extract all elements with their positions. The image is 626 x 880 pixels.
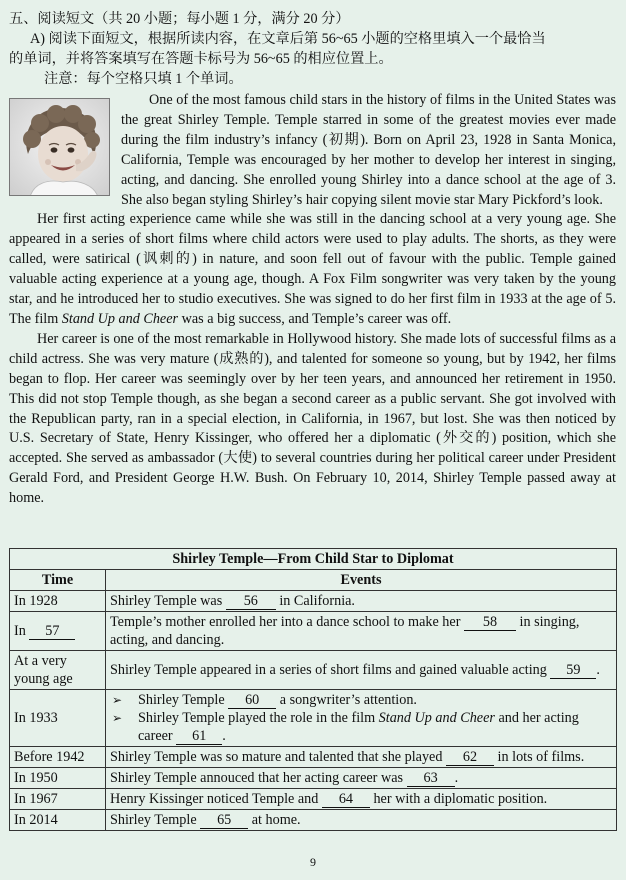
section-heading: 五、阅读短文（共 20 小题；每小题 1 分，满分 20 分） (9, 11, 350, 27)
event-cell: Shirley Temple annouced that her acting career was 63 . (106, 768, 617, 789)
film-title: Stand Up and Cheer (378, 710, 495, 726)
arrow-bullet-icon: ➢ (112, 711, 123, 725)
arrow-bullet-icon: ➢ (112, 693, 123, 707)
time-cell: At a very young age (10, 651, 106, 690)
event-cell: Shirley Temple 65 at home. (106, 810, 617, 831)
time-cell: In 1967 (10, 789, 106, 810)
time-cell: In 1933 (10, 690, 106, 747)
event-cell: Shirley Temple was 56 in California. (106, 591, 617, 612)
table-row (10, 612, 617, 651)
table-title: Shirley Temple—From Child Star to Diplomat (10, 549, 617, 570)
column-header-events: Events (106, 570, 617, 591)
time-cell: In 2014 (10, 810, 106, 831)
film-title: Stand Up and Cheer (61, 310, 179, 327)
table-row (10, 591, 617, 612)
time-cell: In 1928 (10, 591, 106, 612)
page-number: 9 (310, 855, 316, 869)
time-cell: In 1950 (10, 768, 106, 789)
paragraph-1-text: One of the most famous child stars in the history of films in the United States was the great Shirley Temple. Temple starred in some of the greatest movies ever made during the film industry’s infancy (初期). Born on April 23, 1928 in Santa Monica, California, Temple was encouraged by her mother to develop her interest in singing, acting, and dancing. She enrolled young Shirley into a dance school at the age of 3. She also began styling Shirley’s hair copying silent movie star Mary Pickford’s look. (121, 92, 616, 208)
table-row (10, 810, 617, 831)
answer-blank-60[interactable]: 60 (228, 693, 276, 709)
answer-blank-58[interactable]: 58 (464, 615, 516, 631)
instruction-line-2: 的单词，并将答案填写在答题卡标号为 56~65 的相应位置上。 (9, 51, 393, 67)
answer-blank-61[interactable]: 61 (176, 729, 222, 745)
column-header-time: Time (10, 570, 106, 591)
answer-blank-56[interactable]: 56 (226, 594, 276, 610)
table-row (10, 747, 617, 768)
event-cell: Shirley Temple was so mature and talented that she played 62 in lots of films. (106, 747, 617, 768)
answer-blank-57[interactable]: 57 (29, 624, 75, 640)
passage-paragraph-2 (9, 210, 616, 329)
instruction-line-1: A) 阅读下面短文，根据所读内容，在文章后第 56~65 小题的空格里填入一个最恰当 (30, 31, 546, 47)
table-row (10, 651, 617, 690)
reading-passage (9, 91, 616, 509)
answer-blank-63[interactable]: 63 (407, 771, 455, 787)
answer-blank-65[interactable]: 65 (200, 813, 248, 829)
time-cell: Before 1942 (10, 747, 106, 768)
events-table (9, 548, 617, 831)
passage-paragraph-3: Her career is one of the most remarkable in Hollywood history. She made lots of successful films as a child actress. She was very mature (成熟的), and talented for someone so young, but by 1942, her films began to flop. Her career was seemingly over by her teen years, and announced her retirement in 1950. This did not stop Temple though, as she began a second career as a public servant. She got involved with the Republican party, ran in a special election, in California, in 1967, but lost. She was then noticed by U.S. Secretary of State, Henry Kissinger, who offered her a diplomatic (外交的) position, which she accepted. She served as ambassador (大使) to several countries during her political career under President Gerald Ford, and President George H.W. Bush. On February 10, 2014, Shirley Temple passed away at home. (9, 330, 616, 507)
time-cell: In 57 (10, 612, 106, 651)
event-cell: Shirley Temple appeared in a series of short films and gained valuable acting 59 . (106, 651, 617, 690)
answer-blank-62[interactable]: 62 (446, 750, 494, 766)
table-row (10, 768, 617, 789)
passage-paragraph-1 (9, 91, 616, 210)
photo-space (9, 91, 121, 208)
list-item: ➢ Shirley Temple 60 a songwriter’s attention. (112, 692, 417, 708)
table-row (10, 789, 617, 810)
table-row (10, 690, 617, 747)
paragraph-2-text-b: was a big success, and Temple’s career was off. (178, 310, 452, 327)
event-cell: Temple’s mother enrolled her into a dance school to make her 58 in singing, acting, and dancing. (106, 612, 617, 651)
note-line: 注意：每个空格只填 1 个单词。 (44, 71, 243, 87)
answer-blank-64[interactable]: 64 (322, 792, 370, 808)
list-item: ➢ Shirley Temple played the role in the film Stand Up and Cheer and her acting career 61 . (112, 710, 579, 744)
paragraph-2-text-a: Her first acting experience came while she was still in the dancing school at a very young age. She appeared in a series of short films where child actors were used to play adults. The shorts, as they were called, were satirical (讽刺的) in nature, and soon fell out of favour with the public. Temple gained valuable acting experience at a young age, though. A Fox Film songwriter was very taken by the young star, and he introduced her to studio executives. She was signed to do her first film in 1933 at the age of 5. The film (9, 211, 616, 327)
answer-blank-59[interactable]: 59 (550, 663, 596, 679)
event-cell (106, 690, 617, 747)
event-list (110, 691, 612, 745)
event-cell: Henry Kissinger noticed Temple and 64 her with a diplomatic position. (106, 789, 617, 810)
